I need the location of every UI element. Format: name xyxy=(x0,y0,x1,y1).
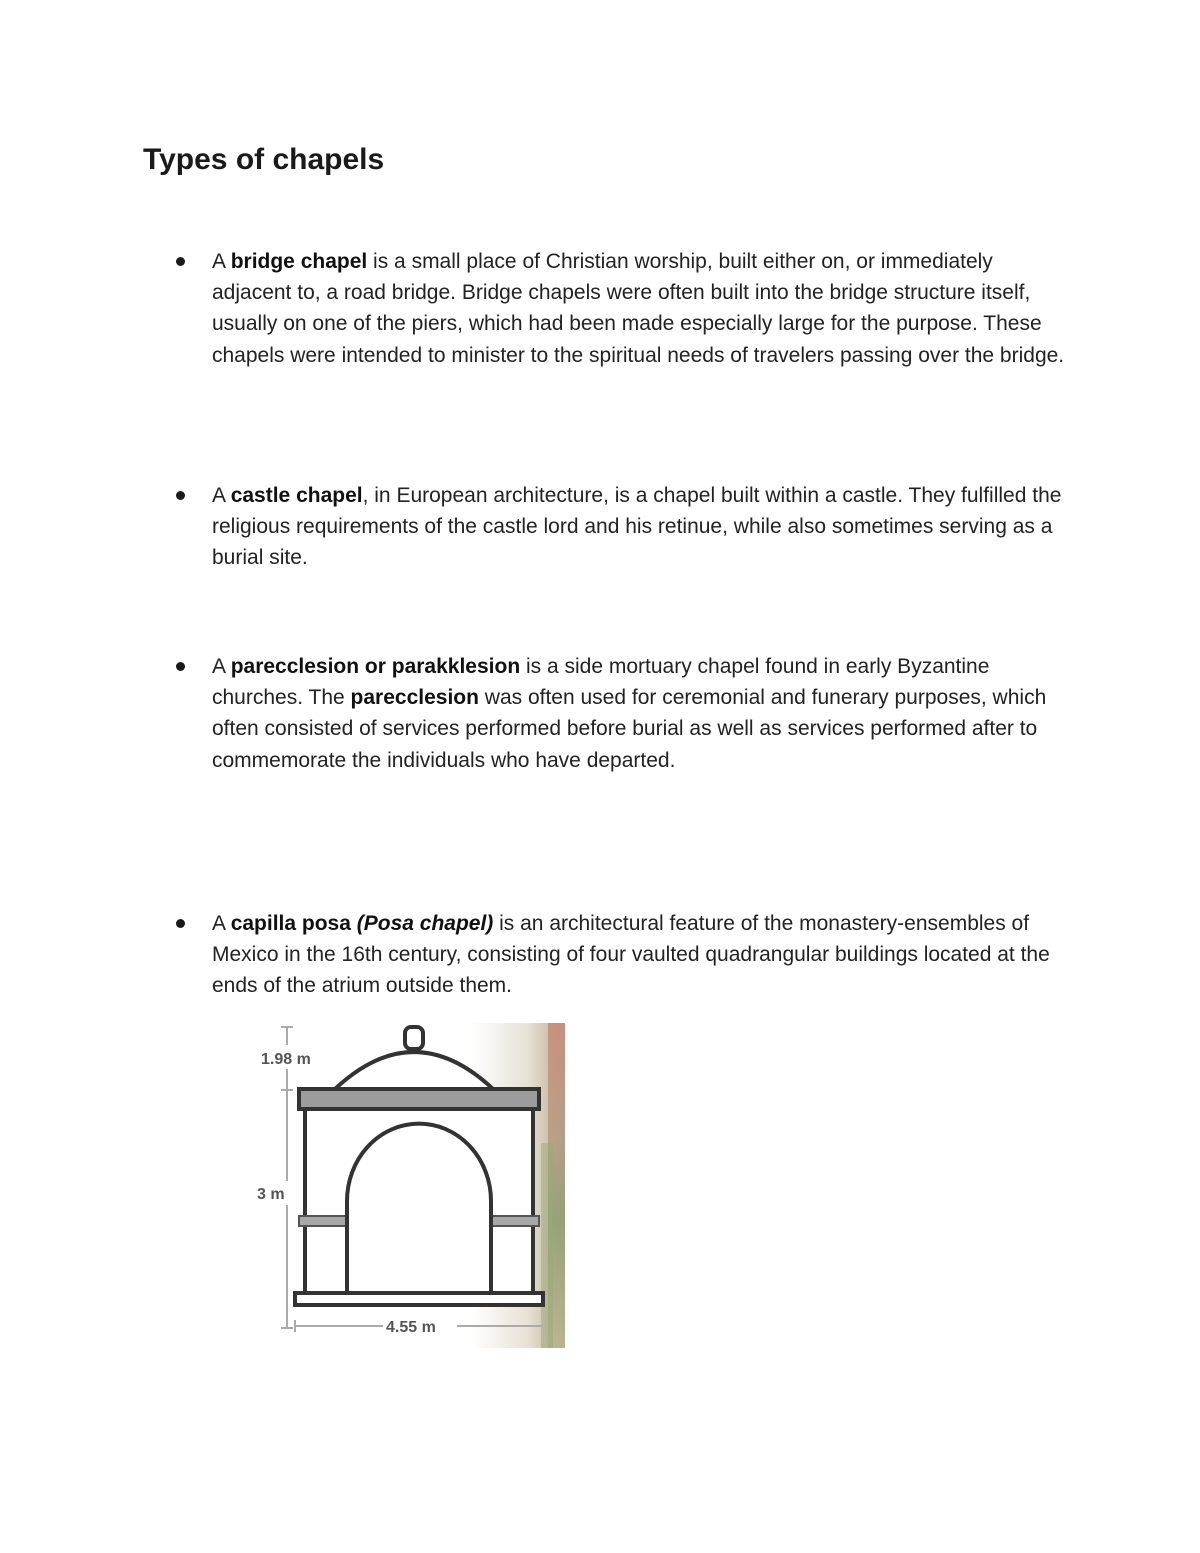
item-lead: A xyxy=(212,484,231,507)
item-lead: A xyxy=(212,250,231,273)
list-item-bridge-chapel xyxy=(212,246,1072,371)
item-term: parecclesion or parakklesion xyxy=(230,655,521,678)
item-term: capilla posa xyxy=(230,912,351,935)
bullet-icon xyxy=(176,662,185,671)
item-description: , in European architecture, is a chapel built within a castle. They fulfilled the religious requirements of the castle lord and his retinue, while also sometimes serving as a burial site. xyxy=(212,484,1062,570)
item-description: is a side mortuary chapel found in early Byzantine churches. The xyxy=(212,655,990,710)
item-term: bridge chapel xyxy=(230,250,368,273)
cornice xyxy=(299,1089,539,1109)
posa-chapel-diagram xyxy=(255,1023,565,1348)
bullet-icon xyxy=(176,919,185,928)
bullet-icon xyxy=(176,491,185,500)
item-lead: A xyxy=(212,655,231,678)
list-item-parecclesion xyxy=(212,651,1072,776)
item-term-alternate: (Posa chapel) xyxy=(356,912,494,935)
item-term: castle chapel xyxy=(230,484,363,507)
list-item-castle-chapel xyxy=(212,480,1072,574)
item-description: is an architectural feature of the monastery-ensembles of Mexico in the 16th century, consisting of four vaulted quadrangular buildings located at the ends of the atrium outside them. xyxy=(212,912,1050,998)
base-plinth xyxy=(295,1293,543,1305)
list-item-text xyxy=(212,651,1072,776)
list-item-text xyxy=(212,908,1072,1002)
item-description: is a small place of Christian worship, built either on, or immediately adjacent to, a road bridge. Bridge chapels were often built into the bridge structure itself, usually on one of the piers, which had been made especially large for the purpose. These chapels were intended to minister to the spiritual needs of travelers passing over the bridge. xyxy=(212,250,1065,367)
height-side-label: 3 m xyxy=(257,1186,285,1203)
bullet-icon xyxy=(176,257,185,266)
list-item-text xyxy=(212,246,1072,371)
list-item-capilla-posa xyxy=(212,908,1072,1002)
list-item-text xyxy=(212,480,1072,574)
page-title: Types of chapels xyxy=(143,143,385,176)
lantern xyxy=(405,1027,423,1049)
height-top-label: 1.98 m xyxy=(261,1051,311,1068)
arch-opening xyxy=(347,1124,491,1293)
item-description-continued: was often used for ceremonial and funerary purposes, which often consisted of services performed before burial as well as services performed after to commemorate the individuals who have departed. xyxy=(212,686,1047,772)
width-label: 4.55 m xyxy=(386,1319,436,1336)
item-term-repeat: parecclesion xyxy=(350,686,479,710)
item-lead: A xyxy=(212,912,231,935)
